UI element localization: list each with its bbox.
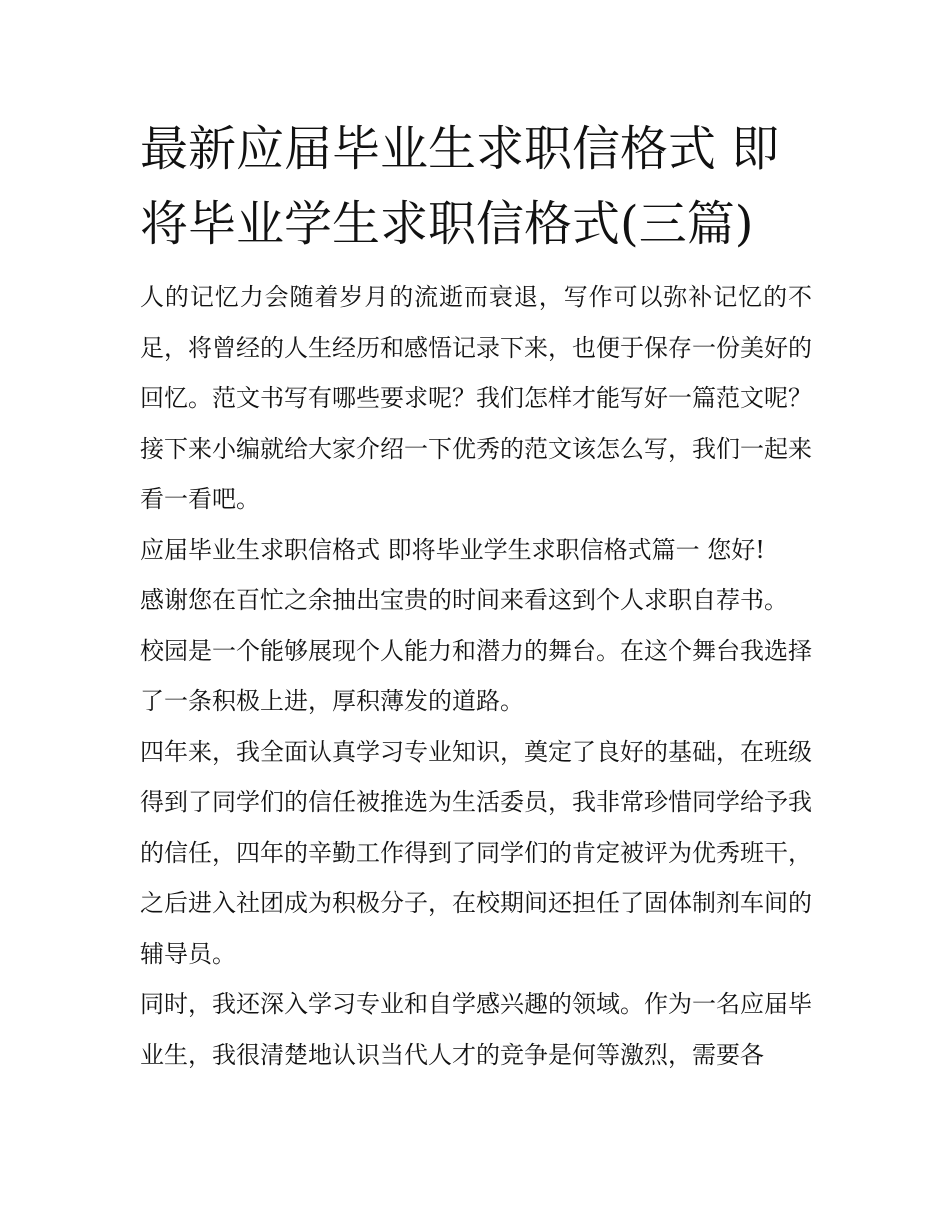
experience-paragraph: 四年来，我全面认真学习专业知识，奠定了良好的基础，在班级得到了同学们的信任被推选为生活委员，我非常珍惜同学给予我的信任，四年的辛勤工作得到了同学们的肯定被评为优秀班干，之后进入社团成为积极分子，在校期间还担任了固体制剂车间的辅导员。 <box>140 737 812 968</box>
campus-paragraph: 校园是一个能够展现个人能力和潜力的舞台。在这个舞台我选择了一条积极上进，厚积薄发的道路。 <box>140 636 812 715</box>
document-title: 最新应届毕业生求职信格式 即将毕业学生求职信格式(三篇) <box>140 121 780 252</box>
thanks-paragraph: 感谢您在百忙之余抽出宝贵的时间来看这到个人求职自荐书。 <box>140 586 788 614</box>
intro-paragraph: 人的记忆力会随着岁月的流逝而衰退，写作可以弥补记忆的不足，将曾经的人生经历和感悟记录下来，也便于保存一份美好的回忆。范文书写有哪些要求呢？我们怎样才能写好一篇范文呢？接下来小编就给大家介绍一下优秀的范文该怎么写，我们一起来看一看吧。 <box>140 283 812 513</box>
letter-heading-paragraph: 应届毕业生求职信格式 即将毕业学生求职信格式篇一 您好! <box>140 535 765 564</box>
study-paragraph: 同时，我还深入学习专业和自学感兴趣的领域。作为一名应届毕业生，我很清楚地认识当代人才的竞争是何等激烈，需要各 <box>140 990 812 1069</box>
document-page <box>140 112 812 1080</box>
